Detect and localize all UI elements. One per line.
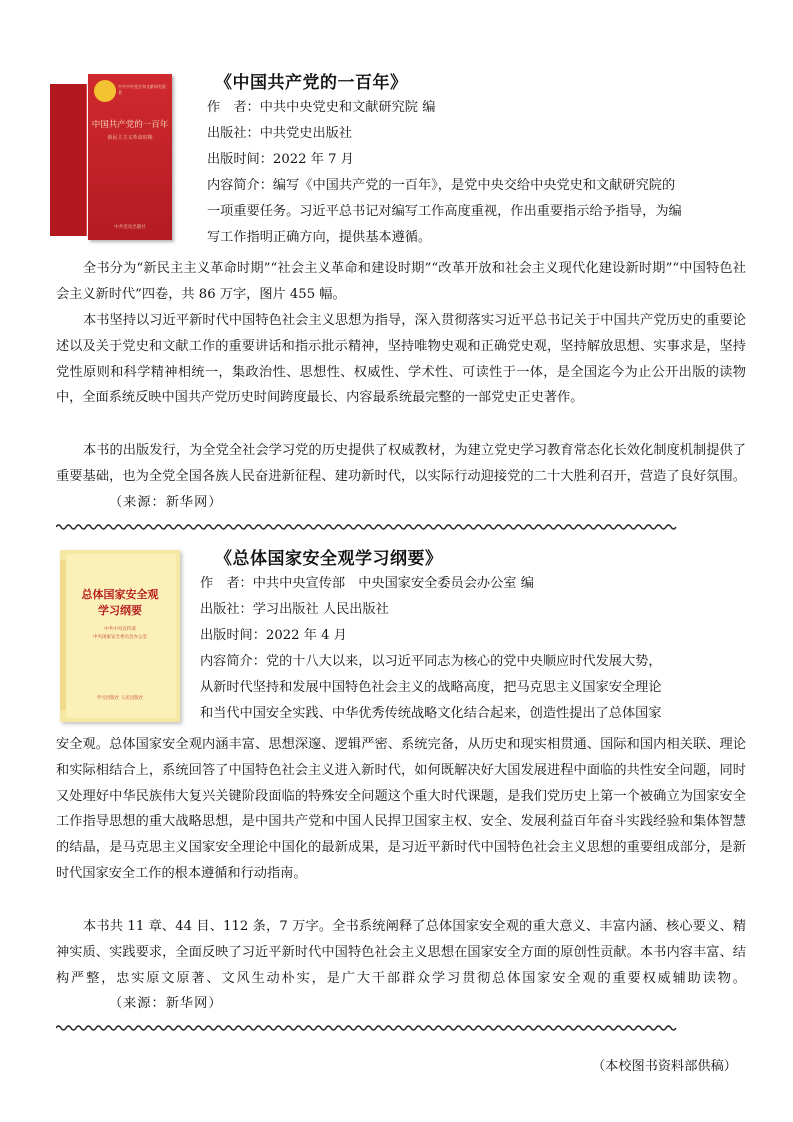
book-intro-line: 内容简介：党的十八大以来，以习近平同志为核心的党中央顺应时代发展大势，	[200, 654, 662, 669]
book-spine	[72, 84, 87, 236]
book-author: 作 者：中共中央宣传部 中央国家安全委员会办公室 编	[200, 576, 534, 591]
source-note: （来源：新华网）	[109, 494, 223, 510]
book-title: 《总体国家安全观学习纲要》	[215, 549, 443, 569]
party-emblem-icon	[94, 80, 116, 102]
book-publisher: 出版社：中共党史出版社	[207, 126, 353, 141]
source-note: （来源：新华网）	[109, 996, 223, 1012]
book-cover-2	[60, 550, 180, 722]
book-publisher: 出版社：学习出版社 人民出版社	[200, 602, 389, 617]
cover-publisher: 中共党史出版社	[114, 225, 146, 230]
cover-subtitle: 新民主主义革命时期	[107, 135, 153, 141]
cover-publisher: 学习出版社 人民出版社	[96, 696, 144, 701]
cover-subtitle: 中共中央宣传部	[104, 627, 136, 632]
book-paragraph: 本书共 11 章、44 目、112 条，7 万字。全书系统阐释了总体国家安全观的重大意义、丰富内涵、核心要义、精神实质、实践要求，全面反映了习近平新时代中国特色社会主义思想在国家安全方面的原创性贡献。本书内容丰富、结构严整，忠实原文原著、文风生动朴实，是广大干部群众学习贯彻总体国家安全观的重要权威辅助读物。	[56, 919, 746, 986]
cover-title: 学习纲要	[98, 604, 142, 617]
book-intro-line: 写工作指明正确方向，提供基本遵循。	[207, 230, 432, 245]
book-title: 《中国共产党的一百年》	[215, 73, 408, 93]
cover-title: 总体国家安全观	[81, 588, 159, 601]
book-intro-line: 从新时代坚持和发展中国特色社会主义的战略高度，把马克思主义国家安全理论	[200, 680, 662, 695]
book-paragraph-with-source	[56, 914, 746, 1017]
book-paragraph: 本书坚持以习近平新时代中国特色社会主义思想为指导，深入贯彻落实习近平总书记关于中国共产党历史的重要论述以及关于党史和文献工作的重要讲话和指示批示精神，坚持唯物史观和正确党史观，坚持解放思想、实事求是，坚持党性原则和科学精神相统一，集政治性、思想性、权威性、学术性、可读性于一体，是全国迄今为止公开出版的读物中，全面系统反映中国共产党历史时间跨度最长、内容最系统最完整的一部党史正史著作。	[56, 313, 746, 406]
cover-author: 中共中央党史和文献研究院 著	[118, 84, 166, 95]
book-intro-line: 内容简介：编写《中国共产党的一百年》，是党中央交给中央党史和文献研究院的	[207, 178, 676, 193]
wavy-divider	[56, 1024, 678, 1032]
wavy-divider	[56, 523, 678, 531]
book-paragraph-with-source	[56, 438, 746, 515]
book-cover-1	[50, 70, 172, 242]
credit-note: （本校图书资料部供稿）	[591, 1059, 737, 1074]
book-intro-line: 和当代中国安全实践、中华优秀传统战略文化结合起来，创造性提出了总体国家	[200, 706, 662, 721]
book-author: 作 者：中共中央党史和文献研究院 编	[207, 100, 436, 115]
book-paragraph: 本书的出版发行，为全党全社会学习党的历史提供了权威教材，为建立党史学习教育常态化长效化制度机制提供了重要基础，也为全党全国各族人民奋进新征程、建功新时代，以实际行动迎接党的二十大胜利召开，营造了良好氛围。	[56, 443, 746, 484]
cover-title: 中国共产党的一百年	[91, 120, 169, 130]
book-front-cover	[88, 74, 172, 240]
book-date: 出版时间：2022 年 4 月	[200, 628, 347, 643]
cover-subtitle: 中央国家安全委员会办公室	[93, 635, 147, 640]
book-intro-line: 一项重要任务。习近平总书记对编写工作高度重视，作出重要指示给予指导，为编	[207, 204, 682, 219]
book-intro-rest: 安全观。总体国家安全观内涵丰富、思想深邃、逻辑严密、系统完备，从历史和现实相贯通、国际和国内相关联、理论和实际相结合上，系统回答了中国特色社会主义进入新时代，如何既解决好大国发展进程中面临的共性安全问题，同时又处理好中华民族伟大复兴关键阶段面临的特殊安全问题这个重大时代课题，是我们党历史上第一个被确立为国家安全工作指导思想的重大战略思想，是中国共产党和中国人民捍卫国家主权、安全、发展利益百年奋斗实践经验和集体智慧的结晶，是马克思主义国家安全理论中国化的最新成果，是习近平新时代中国特色社会主义思想的重要组成部分，是新时代国家安全工作的根本遵循和行动指南。	[56, 737, 746, 881]
book-date: 出版时间：2022 年 7 月	[207, 152, 354, 167]
book-paragraph: 全书分为“新民主主义革命时期”“社会主义革命和建设时期”“改革开放和社会主义现代化建设新时期”“中国特色社会主义新时代”四卷，共 86 万字，图片 455 幅。	[56, 261, 746, 302]
